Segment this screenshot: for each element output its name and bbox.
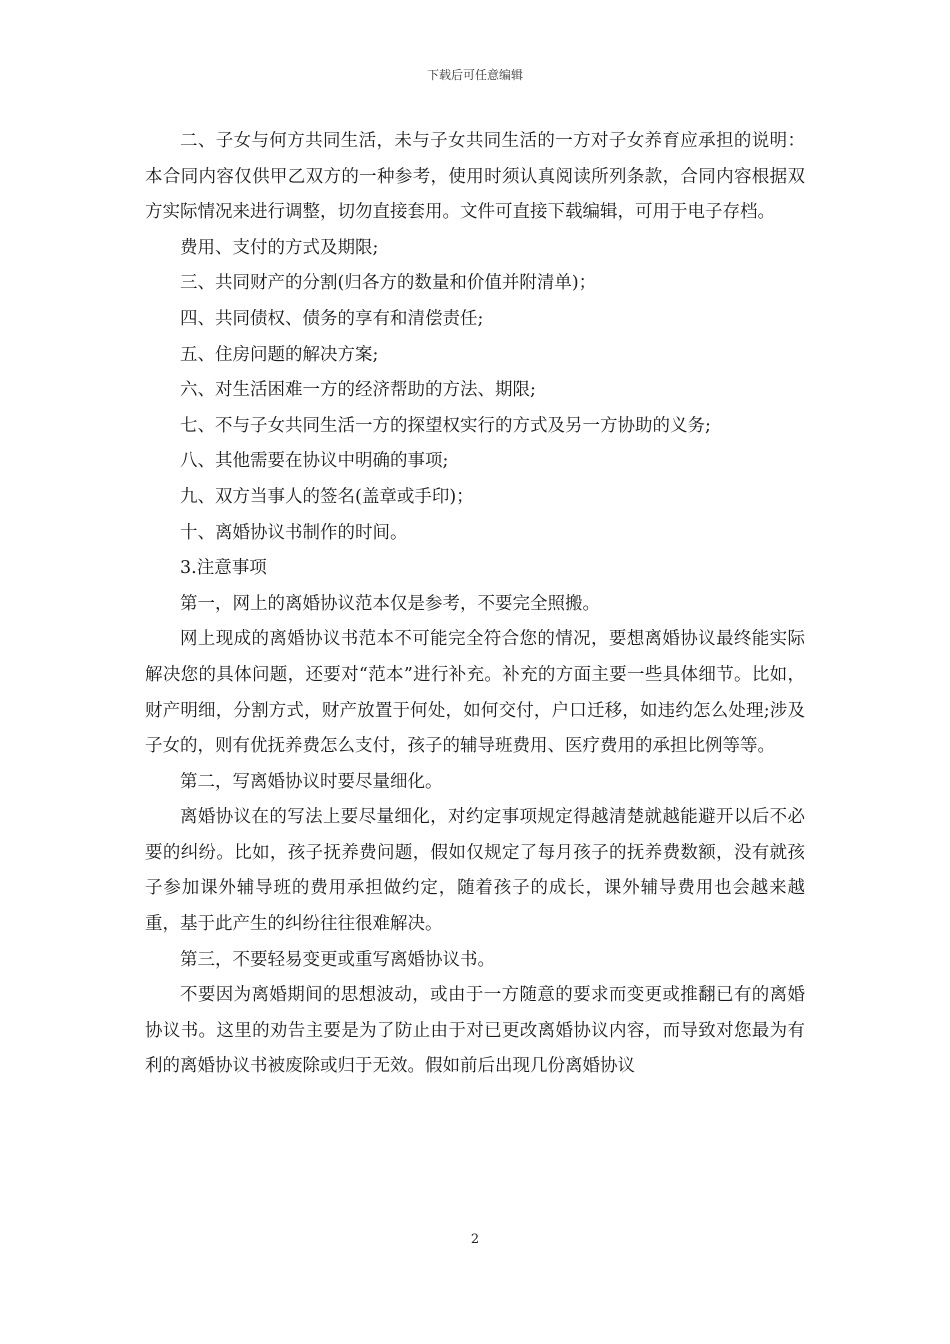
paragraph-economic-help: 六、对生活困难一方的经济帮助的方法、期限;	[180, 380, 536, 401]
paragraph-other-matters: 八、其他需要在协议中明确的事项;	[180, 451, 449, 472]
paragraph-note-three: 第三，不要轻易变更或重写离婚协议书。	[180, 949, 495, 970]
paragraph-housing: 五、住房问题的解决方案;	[180, 344, 379, 365]
paragraph-note-two: 第二，写离婚协议时要尽量细化。	[180, 771, 443, 792]
paragraph-signatures: 九、双方当事人的签名(盖章或手印)；	[180, 486, 474, 507]
paragraph-date: 十、离婚协议书制作的时间。	[180, 522, 408, 543]
section-heading-notes: 3.注意事项	[180, 558, 267, 579]
paragraph-visitation: 七、不与子女共同生活一方的探望权实行的方式及另一方协助的义务;	[180, 415, 711, 436]
paragraph-property-division: 三、共同财产的分割(归各方的数量和价值并附清单)；	[180, 273, 597, 294]
paragraph-child-custody: 二、子女与何方共同生活，未与子女共同生活的一方对子女养育应承担的说明：本合同内容仅供甲乙双方的一种参考，使用时须认真阅读所列条款，合同内容根据双方实际情况来进行调整，切勿直接套用。文件可直接下载编辑，可用于电子存档。	[145, 131, 805, 223]
page-header: 下载后可任意编辑	[426, 68, 523, 82]
paragraph-note-one-detail: 网上现成的离婚协议书范本不可能完全符合您的情况，要想离婚协议最终能实际解决您的具体问题，还要对“范本”进行补充。补充的方面主要一些具体细节。比如，财产明细，分割方式，财产放置于何处，如何交付，户口迁移，如违约怎么处理;涉及子女的，则有优抚养费怎么支付，孩子的辅导班费用、医疗费用的承担比例等等。	[145, 629, 805, 757]
paragraph-note-two-detail: 离婚协议在的写法上要尽量细化，对约定事项规定得越清楚就越能避开以后不必要的纠纷。比如，孩子抚养费问题，假如仅规定了每月孩子的抚养费数额，没有就孩子参加课外辅导班的费用承担做约定，随着孩子的成长，课外辅导费用也会越来越重，基于此产生的纠纷往往很难解决。	[145, 807, 805, 935]
paragraph-debts: 四、共同债权、债务的享有和清偿责任;	[180, 308, 484, 329]
page-number: 2	[470, 1232, 480, 1247]
paragraph-note-three-detail: 不要因为离婚期间的思想波动，或由于一方随意的要求而变更或推翻已有的离婚协议书。这里的劝告主要是为了防止由于对已更改离婚协议内容，而导致对您最为有利的离婚协议书被废除或归于无效。假如前后出现几份离婚协议	[145, 985, 805, 1077]
paragraph-payment-terms: 费用、支付的方式及期限;	[180, 237, 379, 258]
document-body	[145, 124, 805, 1085]
paragraph-note-one: 第一，网上的离婚协议范本仅是参考，不要完全照搬。	[180, 593, 600, 614]
